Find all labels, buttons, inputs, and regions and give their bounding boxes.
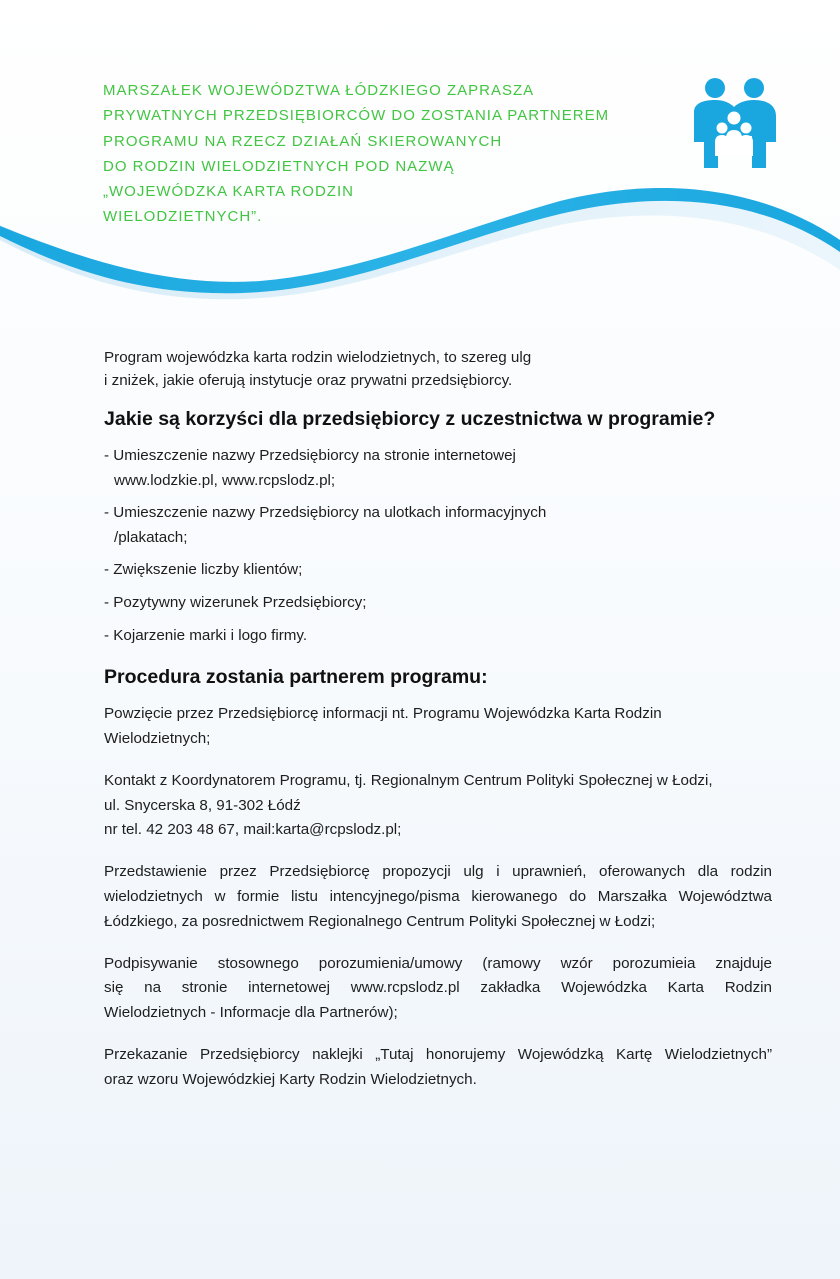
list-item-text: - Zwiększenie liczby klientów;	[104, 561, 303, 579]
step-line: Przekazanie Przedsiębiorcy naklejki „Tutaj honorujemy Wojewódzką Kartę Wielodzietnych”	[104, 1045, 772, 1063]
step-line: Wielodzietnych - Informacje dla Partnerów);	[104, 1004, 398, 1022]
header-line: WIELODZIETNYCH”.	[103, 208, 263, 226]
step-line: Łódzkiego, za posrednictwem Regionalnego Centrum Polityki Społecznej w Łodzi;	[104, 912, 656, 930]
step-line: się na stronie internetowej www.rcpslodz.pl zakładka Wojewódzka Karta Rodzin	[104, 979, 772, 997]
procedure-step-contact	[104, 769, 772, 843]
list-item	[104, 444, 772, 493]
intro-line: Program wojewódzka karta rodzin wielodzietnych, to szereg ulg	[104, 349, 532, 366]
main-content	[104, 346, 772, 1110]
header-line: PROGRAMU NA RZECZ DZIAŁAŃ SKIEROWANYCH	[103, 132, 503, 150]
header-line: MARSZAŁEK WOJEWÓDZTWA ŁÓDZKIEGO ZAPRASZA	[103, 82, 535, 99]
step-line: Powzięcie przez Przedsiębiorcę informacji nt. Programu Wojewódzka Karta Rodzin	[104, 705, 662, 723]
benefits-list	[104, 444, 772, 648]
list-item-text: - Kojarzenie marki i logo firmy.	[104, 626, 308, 644]
step-line: Przedstawienie przez Przedsiębiorcę propozycji ulg i uprawnień, oferowanych dla rodzin	[104, 863, 772, 881]
list-item-text: - Umieszczenie nazwy Przedsiębiorcy na stronie internetowej	[104, 447, 516, 464]
invitation-header	[103, 78, 643, 230]
procedure-step	[104, 952, 772, 1026]
list-item	[104, 501, 772, 550]
list-item-continuation: www.lodzkie.pl, www.rcpslodz.pl;	[114, 471, 336, 489]
intro-text	[104, 346, 772, 392]
contact-line: nr tel. 42 203 48 67, mail:karta@rcpslodz.pl;	[104, 821, 402, 839]
address-line: ul. Snycerska 8, 91-302 Łódź	[104, 796, 301, 814]
family-logo-icon	[690, 76, 782, 170]
step-line: wielodzietnych w formie listu intencyjnego/pisma kierowanego do Marszałka Województwa	[104, 887, 772, 905]
list-item	[104, 591, 772, 616]
procedure-step	[104, 1043, 772, 1093]
list-item-text: - Umieszczenie nazwy Przedsiębiorcy na ulotkach informacyjnych	[104, 504, 547, 522]
list-item	[104, 624, 772, 649]
step-line: Wielodzietnych;	[104, 729, 211, 747]
procedure-heading: Procedura zostania partnerem programu:	[104, 666, 488, 689]
header-line: DO RODZIN WIELODZIETNYCH POD NAZWĄ	[103, 157, 455, 175]
list-item-continuation: /plakatach;	[114, 528, 188, 546]
step-line: Podpisywanie stosownego porozumienia/umowy (ramowy wzór porozumieia znajduje	[104, 954, 772, 972]
header-line: „WOJEWÓDZKA KARTA RODZIN	[103, 183, 354, 201]
step-line: oraz wzoru Wojewódzkiej Karty Rodzin Wielodzietnych.	[104, 1070, 477, 1088]
step-line: Kontakt z Koordynatorem Programu, tj. Regionalnym Centrum Polityki Społecznej w Łodzi,	[104, 771, 713, 789]
list-item-text: - Pozytywny wizerunek Przedsiębiorcy;	[104, 593, 367, 611]
procedure-step	[104, 702, 772, 752]
benefits-heading: Jakie są korzyści dla przedsiębiorcy z uczestnictwa w programie?	[104, 408, 716, 430]
intro-line: i zniżek, jakie oferują instytucje oraz prywatni przedsiębiorcy.	[104, 372, 513, 389]
header-line: PRYWATNYCH PRZEDSIĘBIORCÓW DO ZOSTANIA PARTNEREM	[103, 107, 610, 125]
procedure-step	[104, 860, 772, 934]
list-item	[104, 558, 772, 583]
